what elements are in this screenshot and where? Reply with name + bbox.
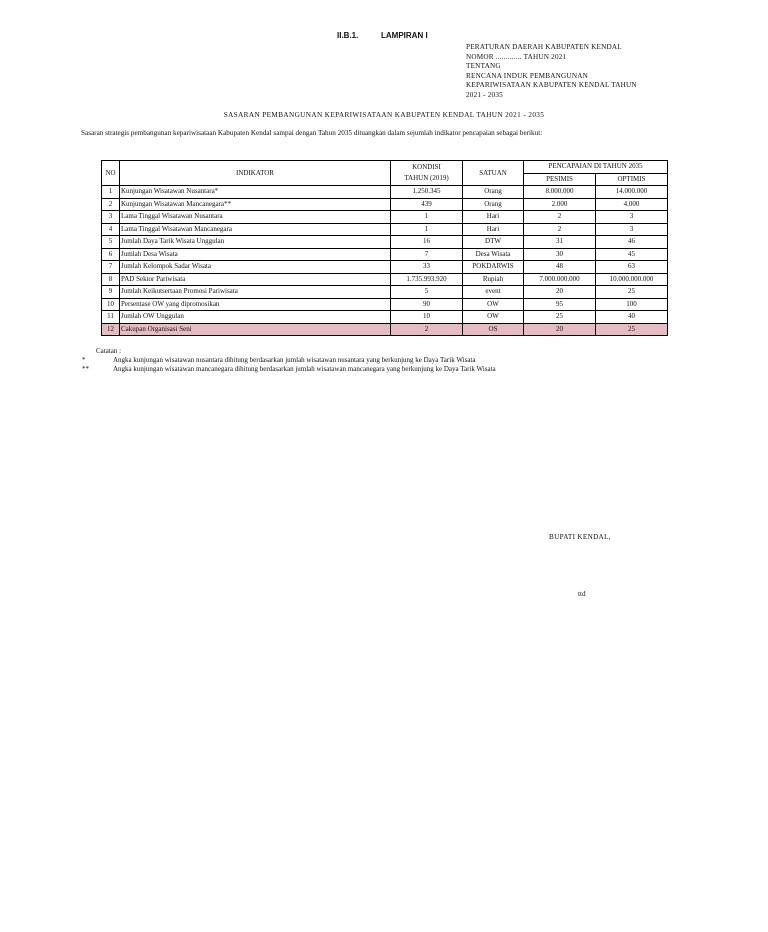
header-optimis: OPTIMIS xyxy=(596,173,668,186)
cell-kondisi: 16 xyxy=(391,236,463,249)
cell-no: 1 xyxy=(102,186,120,199)
cell-kondisi: 2 xyxy=(391,323,463,336)
attachment-code: II.B.1. xyxy=(337,31,359,40)
notes-title: Catatan : xyxy=(96,347,122,355)
cell-no: 11 xyxy=(102,311,120,324)
cell-pesimis: 2.000 xyxy=(524,198,596,211)
cell-kondisi: 5 xyxy=(391,286,463,299)
cell-satuan: Hari xyxy=(463,211,524,224)
cell-indikator: Jumlah Daya Tarik Wisata Unggulan xyxy=(120,236,391,249)
table-row xyxy=(102,311,668,324)
cell-pesimis: 95 xyxy=(524,298,596,311)
attachment-label: LAMPIRAN I xyxy=(381,31,428,40)
cell-optimis: 3 xyxy=(596,223,668,236)
cell-pesimis: 25 xyxy=(524,311,596,324)
cell-pesimis: 7.000.000.000 xyxy=(524,273,596,286)
cell-optimis: 45 xyxy=(596,248,668,261)
cell-kondisi: 439 xyxy=(391,198,463,211)
table-row xyxy=(102,198,668,211)
cell-satuan: DTW xyxy=(463,236,524,249)
cell-satuan: event xyxy=(463,286,524,299)
cell-no: 10 xyxy=(102,298,120,311)
cell-satuan: Desa Wisata xyxy=(463,248,524,261)
cell-optimis: 25 xyxy=(596,323,668,336)
cell-indikator: Cakupan Organisasi Seni xyxy=(120,323,391,336)
table-row-highlighted xyxy=(102,323,668,336)
header-satuan: SATUAN xyxy=(463,161,524,186)
cell-optimis: 25 xyxy=(596,286,668,299)
header-kondisi-year: TAHUN (2019) xyxy=(404,174,449,182)
cell-kondisi: 1.250.345 xyxy=(391,186,463,199)
cell-optimis: 4.000 xyxy=(596,198,668,211)
cell-no: 2 xyxy=(102,198,120,211)
cell-kondisi: 33 xyxy=(391,261,463,274)
regulation-line: TENTANG xyxy=(466,62,501,71)
note-marker: * xyxy=(82,356,86,364)
cell-kondisi: 1 xyxy=(391,223,463,236)
document-title: SASARAN PEMBANGUNAN KEPARIWISATAAN KABUPATEN KENDAL TAHUN 2021 - 2035 xyxy=(223,111,545,119)
cell-satuan: OS xyxy=(463,323,524,336)
cell-optimis: 3 xyxy=(596,211,668,224)
cell-satuan: Hari xyxy=(463,223,524,236)
header-kondisi xyxy=(391,161,463,186)
signature-ttd: ttd xyxy=(578,590,586,598)
cell-no: 8 xyxy=(102,273,120,286)
header-kondisi-label: KONDISI xyxy=(412,163,441,171)
cell-satuan: Orang xyxy=(463,186,524,199)
cell-indikator: Persentase OW yang dipromosikan xyxy=(120,298,391,311)
cell-kondisi: 7 xyxy=(391,248,463,261)
table-row xyxy=(102,286,668,299)
cell-optimis: 46 xyxy=(596,236,668,249)
cell-satuan: Orang xyxy=(463,198,524,211)
cell-no: 7 xyxy=(102,261,120,274)
cell-satuan: Rupiah xyxy=(463,273,524,286)
cell-pesimis: 2 xyxy=(524,223,596,236)
intro-paragraph: Sasaran strategis pembangunan kepariwisataan Kabupaten Kendal sampai dengan Tahun 2035 dituangkan dalam sejumlah indikator pencapaian sebagai berikut: xyxy=(81,129,543,137)
table-row xyxy=(102,211,668,224)
note-text: Angka kunjungan wisatawan mancanegara dihitung berdasarkan jumlah wisatawan mancanegara yang berkunjung ke Daya Tarik Wisata xyxy=(113,365,496,373)
cell-indikator: Kunjungan Wisatawan Mancanegara** xyxy=(120,198,391,211)
targets-table xyxy=(101,160,668,336)
cell-kondisi: 1.735.993.920 xyxy=(391,273,463,286)
cell-pesimis: 48 xyxy=(524,261,596,274)
regulation-line: RENCANA INDUK PEMBANGUNAN xyxy=(466,71,588,80)
cell-pesimis: 31 xyxy=(524,236,596,249)
cell-kondisi: 10 xyxy=(391,311,463,324)
cell-pesimis: 20 xyxy=(524,323,596,336)
cell-indikator: Jumlah Keikutsertaan Promosi Pariwisata xyxy=(120,286,391,299)
regulation-reference xyxy=(466,43,637,101)
cell-no: 6 xyxy=(102,248,120,261)
cell-satuan: POKDARWIS xyxy=(463,261,524,274)
table-row xyxy=(102,298,668,311)
table-row xyxy=(102,248,668,261)
regulation-line: PERATURAN DAERAH KABUPATEN KENDAL xyxy=(466,43,622,51)
cell-pesimis: 30 xyxy=(524,248,596,261)
table-row xyxy=(102,223,668,236)
regulation-line: KEPARIWISATAAN KABUPATEN KENDAL TAHUN xyxy=(466,81,637,90)
cell-optimis: 14.000.000 xyxy=(596,186,668,199)
cell-kondisi: 90 xyxy=(391,298,463,311)
cell-optimis: 100 xyxy=(596,298,668,311)
cell-optimis: 40 xyxy=(596,311,668,324)
cell-indikator: Lama Tinggal Wisatawan Mancanegara xyxy=(120,223,391,236)
header-indikator: INDIKATOR xyxy=(120,161,391,186)
regulation-line: 2021 - 2035 xyxy=(466,90,503,99)
cell-indikator: PAD Sektor Pariwisata xyxy=(120,273,391,286)
cell-satuan: OW xyxy=(463,298,524,311)
header-pesimis: PESIMIS xyxy=(524,173,596,186)
cell-pesimis: 8.000.000 xyxy=(524,186,596,199)
cell-no: 4 xyxy=(102,223,120,236)
cell-no: 9 xyxy=(102,286,120,299)
cell-kondisi: 1 xyxy=(391,211,463,224)
cell-pesimis: 20 xyxy=(524,286,596,299)
table-row xyxy=(102,236,668,249)
header-no: NO xyxy=(102,161,120,186)
cell-satuan: OW xyxy=(463,311,524,324)
cell-pesimis: 2 xyxy=(524,211,596,224)
cell-no: 5 xyxy=(102,236,120,249)
note-text: Angka kunjungan wisatawan nusantara dihitung berdasarkan jumlah wisatawan nusantara yang berkunjung ke Daya Tarik Wisata xyxy=(113,356,476,364)
cell-indikator: Jumlah OW Unggulan xyxy=(120,311,391,324)
cell-no: 12 xyxy=(102,323,120,336)
signatory-title: BUPATI KENDAL, xyxy=(549,533,611,541)
table-row xyxy=(102,186,668,199)
cell-optimis: 63 xyxy=(596,261,668,274)
cell-indikator: Jumlah Desa Wisata xyxy=(120,248,391,261)
table-row xyxy=(102,261,668,274)
cell-indikator: Lama Tinggal Wisatawan Nusantara xyxy=(120,211,391,224)
header-pencapaian: PENCAPAIAN DI TAHUN 2035 xyxy=(524,161,668,174)
table-row xyxy=(102,273,668,286)
cell-no: 3 xyxy=(102,211,120,224)
cell-indikator: Jumlah Kelompok Sadar Wisata xyxy=(120,261,391,274)
note-marker: ** xyxy=(82,365,89,373)
cell-optimis: 10.000.000.000 xyxy=(596,273,668,286)
cell-indikator: Kunjungan Wisatawan Nusantara* xyxy=(120,186,391,199)
regulation-line: NOMOR ............. TAHUN 2021 xyxy=(466,52,567,61)
